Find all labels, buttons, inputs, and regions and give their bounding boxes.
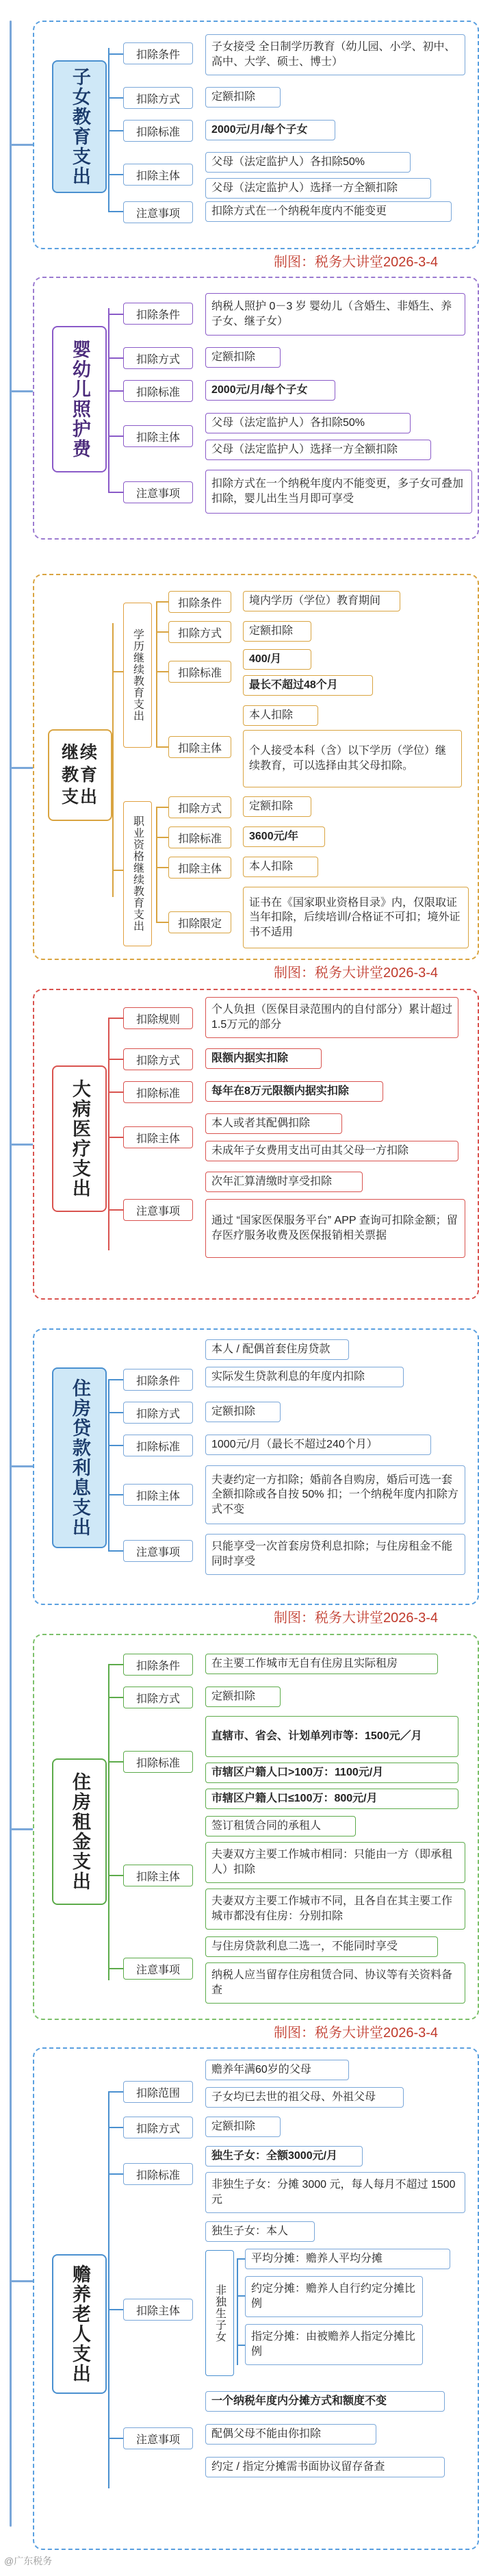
- value-subject-d: 指定分摊：由被赡养人指定分摊比例: [245, 2324, 423, 2365]
- value-condition: 纳税人照护 0－3 岁 婴幼儿（含婚生、非婚生、养子女、继子女）: [205, 293, 465, 336]
- label-notes: 注意事项: [123, 481, 193, 503]
- credit-text: 制图：税务大讲堂2026-3-4: [274, 965, 439, 981]
- credit-text: 制图：税务大讲堂2026-3-4: [274, 2025, 439, 2041]
- sub-category-non-only-child: 非独生子女: [205, 2250, 234, 2376]
- section-continuing-education: [33, 574, 479, 960]
- label-standard: 扣除标准: [168, 826, 231, 848]
- label-notes: 注意事项: [123, 1199, 193, 1221]
- section-elderly-support: [33, 2047, 479, 2550]
- value-condition: 在主要工作城市无自有住房且实际租房: [205, 1654, 438, 1674]
- connector: [108, 1697, 123, 1698]
- value-notes-a: 一个纳税年度内分摊方式和额度不变: [205, 2391, 445, 2412]
- connector: [237, 2295, 245, 2297]
- value-limit: 证书在《国家职业资格目录》内，仅限取证当年扣除，后续培训/合格证不可扣；境外证书不适用: [243, 887, 469, 948]
- label-subject: 扣除主体: [123, 164, 193, 186]
- section-housing-rent: [33, 1634, 479, 2020]
- section-title: 住房租金支出: [52, 1758, 107, 1905]
- spine-branch-7: [10, 2280, 33, 2282]
- connector: [156, 837, 168, 838]
- label-method: 扣除方式: [123, 1048, 193, 1070]
- value-method: 定额扣除: [205, 1402, 281, 1422]
- label-standard: 扣除标准: [168, 661, 231, 683]
- connector: [108, 2127, 123, 2128]
- value-standard-c: 市辖区户籍人口≤100万：800元/月: [205, 1789, 458, 1809]
- connector: [156, 631, 168, 633]
- connector: [108, 357, 123, 359]
- value-standard: 1000元/月（最长不超过240个月）: [205, 1435, 431, 1455]
- value-standard: 2000元/月/每个子女: [205, 380, 335, 401]
- credit-text: 制图：税务大讲堂2026-3-4: [274, 1611, 439, 1626]
- connector: [108, 1091, 123, 1093]
- connector: [108, 174, 123, 175]
- value-subject-a: 父母（法定监护人）各扣除50%: [205, 413, 411, 433]
- connector: [108, 1664, 109, 1980]
- label-subject: 扣除主体: [123, 425, 193, 447]
- connector: [108, 1412, 123, 1413]
- value-subject-a: 父母（法定监护人）各扣除50%: [205, 152, 411, 173]
- value-standard-b: 非独生子女：分摊 3000 元，每人每月不超过 1500 元: [205, 2172, 465, 2213]
- section-title: 住房贷款利息支出: [52, 1367, 107, 1548]
- label-notes: 注意事项: [123, 2427, 193, 2449]
- connector: [237, 2258, 245, 2260]
- value-notes-b: 配偶父母不能由你扣除: [205, 2424, 376, 2445]
- value-subject: 夫妻约定一方扣除；婚前各自购房，婚后可选一套全额扣除或各自按 50% 扣；一个纳税年度内扣除方式不变: [205, 1465, 465, 1524]
- value-standard: 每年在8万元限额内据实扣除: [205, 1081, 383, 1102]
- connector: [108, 1137, 123, 1138]
- main-spine: [10, 21, 12, 2527]
- connector: [156, 746, 168, 748]
- connector: [108, 130, 123, 131]
- value-subject-c: 约定分摊：赡养人自行约定分摊比例: [245, 2276, 423, 2317]
- value-standard-a: 独生子女：全额3000元/月: [205, 2146, 363, 2167]
- value-condition: 子女接受 全日制学历教育（幼儿园、小学、初中、高中、大学、硕士、博士）: [205, 34, 465, 75]
- credit-text: 制图：税务大讲堂2026-3-4: [274, 255, 439, 270]
- label-rule: 扣除规则: [123, 1007, 193, 1029]
- value-subject-b: 个人接受本科（含）以下学历（学位）继续教育，可以选择由其父母扣除。: [243, 730, 462, 787]
- connector: [156, 807, 157, 923]
- value-subject-b: 夫妻双方主要工作城市相同：只能由一方（即承租人）扣除: [205, 1842, 465, 1883]
- value-condition: 境内学历（学位）教育期间: [243, 591, 400, 611]
- connector: [108, 1059, 123, 1060]
- section-mortgage-interest: [33, 1328, 479, 1605]
- connector: [108, 1550, 123, 1552]
- section-child-education: [33, 21, 479, 249]
- connector: [156, 603, 157, 748]
- connector: [108, 2309, 123, 2310]
- value-notes-c: 约定 / 指定分摊需书面协议留存备查: [205, 2457, 445, 2477]
- connector: [108, 1664, 123, 1665]
- value-method: 定额扣除: [205, 87, 281, 108]
- connector: [108, 492, 123, 493]
- connector: [112, 623, 114, 897]
- value-notes-a: 与住房贷款利息二选一，不能同时享受: [205, 1936, 438, 1957]
- value-subject: 本人扣除: [243, 857, 318, 877]
- label-standard: 扣除标准: [123, 380, 193, 402]
- label-subject: 扣除主体: [168, 857, 231, 879]
- value-subject-a: 签订租赁合同的承租人: [205, 1816, 356, 1836]
- value-notes-a: 次年汇算清缴时享受扣除: [205, 1172, 363, 1192]
- label-method: 扣除方式: [123, 87, 193, 109]
- value-scope-b: 子女均已去世的祖父母、外祖父母: [205, 2087, 404, 2108]
- connector: [108, 1875, 123, 1876]
- value-subject-b: 父母（法定监护人）选择一方全额扣除: [205, 440, 431, 460]
- label-condition: 扣除条件: [123, 1369, 193, 1391]
- value-subject-c: 夫妻双方主要工作城市不同，且各自在其主要工作城市都没有住房：分别扣除: [205, 1889, 465, 1930]
- label-condition: 扣除条件: [123, 42, 193, 64]
- connector: [108, 2438, 123, 2439]
- section-title: 赡养老人支出: [52, 2254, 107, 2394]
- label-subject: 扣除主体: [123, 1484, 193, 1506]
- connector: [156, 601, 168, 603]
- value-subject-b: 未成年子女费用支出可由其父母一方扣除: [205, 1141, 458, 1161]
- label-subject: 扣除主体: [168, 736, 231, 758]
- connector: [108, 390, 123, 392]
- value-subject-a: 独生子女：本人: [205, 2221, 315, 2242]
- label-standard: 扣除标准: [123, 2163, 193, 2185]
- label-method: 扣除方式: [168, 796, 231, 818]
- value-subject-b: 平均分摊：赡养人平均分摊: [245, 2249, 450, 2269]
- section-title: 大病医疗支出: [52, 1065, 107, 1212]
- value-standard-b: 市辖区户籍人口>100万：1100元/月: [205, 1763, 458, 1783]
- label-notes: 注意事项: [123, 201, 193, 223]
- value-method: 定额扣除: [205, 347, 281, 368]
- connector: [108, 2091, 123, 2093]
- section-title: 继续教育支出: [48, 729, 112, 821]
- label-standard: 扣除标准: [123, 120, 193, 142]
- connector: [108, 1379, 109, 1550]
- label-condition: 扣除条件: [123, 303, 193, 325]
- label-limit: 扣除限定: [168, 911, 231, 933]
- connector: [108, 1761, 123, 1763]
- connector: [108, 1379, 123, 1380]
- connector: [108, 53, 123, 55]
- value-notes-b: 通过 “国家医保服务平台” APP 查询可扣除金额；留存医疗服务收费及医保报销相关票据: [205, 1199, 465, 1258]
- spine-branch-2: [10, 390, 33, 392]
- connector: [108, 1209, 123, 1211]
- label-condition: 扣除条件: [123, 1654, 193, 1676]
- value-standard-b: 最长不超过48个月: [243, 675, 373, 696]
- value-method: 定额扣除: [243, 796, 311, 817]
- label-notes: 注意事项: [123, 1540, 193, 1562]
- label-standard: 扣除标准: [123, 1751, 193, 1773]
- connector: [108, 97, 123, 99]
- value-rule: 个人负担（医保目录范围内的自付部分）累计超过1.5万元的部分: [205, 997, 458, 1038]
- value-standard: 2000元/月/每个子女: [205, 120, 335, 140]
- label-subject: 扣除主体: [123, 2299, 193, 2321]
- connector: [112, 671, 123, 672]
- spine-branch-5: [10, 1465, 33, 1467]
- connector: [108, 1018, 109, 1250]
- label-notes: 注意事项: [123, 1958, 193, 1980]
- connector: [156, 867, 168, 868]
- connector: [108, 1018, 123, 1019]
- label-method: 扣除方式: [123, 2117, 193, 2138]
- spine-branch-1: [10, 144, 33, 146]
- connector: [108, 314, 123, 315]
- connector: [108, 1968, 123, 1969]
- value-notes-b: 纳税人应当留存住房租赁合同、协议等有关资料备查: [205, 1962, 465, 2004]
- value-notes: 扣除方式在一个纳税年度内不能变更: [205, 201, 452, 222]
- connector: [108, 211, 123, 212]
- section-title: 子女教育支出: [52, 60, 107, 193]
- connector: [108, 308, 109, 493]
- connector: [108, 48, 109, 211]
- label-condition: 扣除条件: [168, 591, 231, 613]
- label-method: 扣除方式: [168, 621, 231, 643]
- label-method: 扣除方式: [123, 1687, 193, 1708]
- value-scope-a: 赡养年满60岁的父母: [205, 2060, 349, 2080]
- connector: [108, 1494, 123, 1495]
- connector: [156, 671, 168, 672]
- sub-category-vocational: 职业资格继续教育支出: [123, 801, 152, 946]
- value-condition-b: 实际发生贷款利息的年度内扣除: [205, 1367, 404, 1387]
- spine-branch-4: [10, 1144, 33, 1146]
- footer-handle: @广东税务: [4, 2555, 53, 2566]
- label-subject: 扣除主体: [123, 1865, 193, 1886]
- connector: [108, 2173, 123, 2175]
- spine-branch-3: [10, 767, 33, 769]
- value-subject-b: 父母（法定监护人）选择一方全额扣除: [205, 178, 431, 199]
- connector: [112, 870, 123, 871]
- value-method: 定额扣除: [243, 621, 311, 642]
- label-method: 扣除方式: [123, 347, 193, 369]
- value-method: 定额扣除: [205, 1687, 281, 1707]
- sub-category-academic: 学历继续教育支出: [123, 603, 152, 748]
- label-subject: 扣除主体: [123, 1126, 193, 1148]
- value-condition-a: 本人 / 配偶首套住房贷款: [205, 1339, 349, 1360]
- connector: [156, 807, 168, 808]
- value-standard: 3600元/年: [243, 826, 325, 847]
- label-standard: 扣除标准: [123, 1081, 193, 1103]
- value-subject-a: 本人或者其配偶扣除: [205, 1113, 342, 1134]
- connector: [108, 1445, 123, 1446]
- value-subject-a: 本人扣除: [243, 705, 318, 726]
- value-method: 限额内据实扣除: [205, 1048, 322, 1069]
- section-serious-illness: [33, 989, 479, 1300]
- connector: [108, 435, 123, 437]
- value-notes: 只能享受一次首套房贷利息扣除；与住房租金不能同时享受: [205, 1534, 465, 1575]
- value-notes: 扣除方式在一个纳税年度内不能变更，多子女可叠加扣除，婴儿出生当月即可享受: [205, 470, 472, 514]
- label-standard: 扣除标准: [123, 1435, 193, 1456]
- connector: [156, 922, 168, 923]
- value-standard-a: 直辖市、省会、计划单列市等：1500元／月: [205, 1716, 458, 1757]
- label-scope: 扣除范围: [123, 2081, 193, 2103]
- connector: [237, 2345, 245, 2346]
- section-infant-care: [33, 277, 479, 540]
- connector: [237, 2258, 238, 2365]
- label-method: 扣除方式: [123, 1402, 193, 1424]
- spine-branch-6: [10, 1828, 33, 1830]
- value-standard-a: 400/月: [243, 649, 311, 670]
- connector: [108, 2091, 109, 2488]
- value-method: 定额扣除: [205, 2117, 281, 2137]
- section-title: 婴幼儿照护费: [52, 326, 107, 472]
